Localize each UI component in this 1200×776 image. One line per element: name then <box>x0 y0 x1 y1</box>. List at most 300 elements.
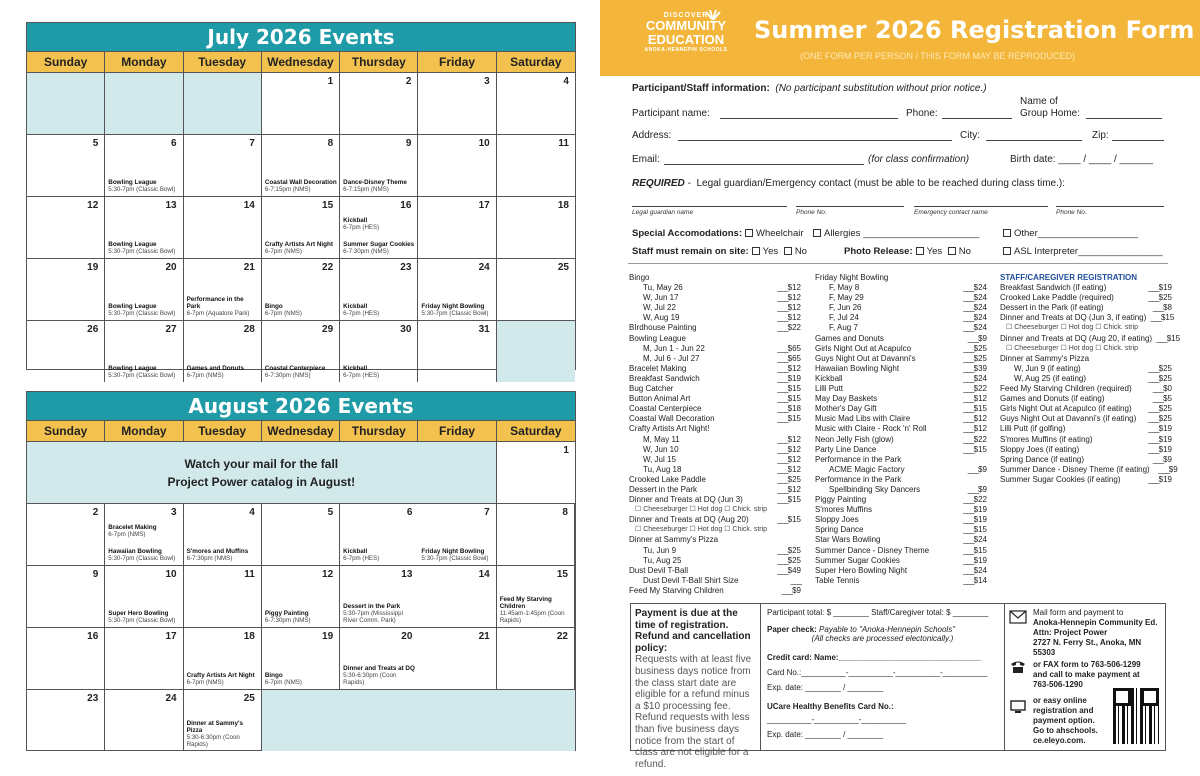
item-price[interactable]: ___ $15 <box>773 495 801 505</box>
item-price[interactable]: ___ $25 <box>1144 364 1172 374</box>
asl-checkbox[interactable] <box>1003 247 1011 255</box>
list-item <box>1000 354 1172 364</box>
item-price[interactable]: ___ $9 <box>959 334 987 344</box>
legal-guardian-field[interactable] <box>632 206 787 207</box>
calendar-event <box>265 303 337 317</box>
phone-field[interactable] <box>942 118 1012 119</box>
staff-registration-title: STAFF/CAREGIVER REGISTRATION <box>1000 273 1138 282</box>
activity-list-1 <box>629 273 801 596</box>
item-label: Dust Devil T-Ball Shirt Size <box>643 575 739 585</box>
required-contact-label: REQUIRED - Legal guardian/Emergency contact (must be able to be reached during class time.): <box>632 178 1066 189</box>
staff-registration-list <box>1000 273 1181 485</box>
item-price[interactable]: ___ $12 <box>773 465 801 475</box>
weekday-wednesday: Wednesday <box>262 52 340 72</box>
item-price[interactable]: ___ $12 <box>773 435 801 445</box>
day-number: 12 <box>87 200 99 211</box>
event-time: 6-7pm (HES) <box>343 372 380 379</box>
credit-card-name-field[interactable]: Credit card: Name:________________________________ <box>767 653 981 662</box>
item-label: Dinner at Sammy's Pizza <box>1000 353 1090 363</box>
staff-yes-checkbox[interactable] <box>752 247 760 255</box>
item-label: M, May 11 <box>643 434 680 444</box>
item-label: F, Aug 7 <box>829 323 858 333</box>
list-item[interactable] <box>815 515 987 525</box>
list-item[interactable] <box>815 384 987 394</box>
list-item[interactable] <box>1000 464 1178 475</box>
item-price[interactable]: ___ $12 <box>773 313 801 323</box>
item-price[interactable]: ___ $15 <box>773 394 801 404</box>
calendar-event <box>108 303 180 317</box>
item-price[interactable]: ___ $22 <box>773 323 801 333</box>
item-price[interactable]: ___ $15 <box>959 404 987 414</box>
day-number: 18 <box>243 631 255 642</box>
calendar-event <box>265 241 337 255</box>
day-cell <box>184 565 262 627</box>
item-price[interactable]: ___ $25 <box>959 354 987 364</box>
item-price[interactable]: ___ $19 <box>959 505 987 515</box>
item-price[interactable]: ___ $15 <box>773 515 801 525</box>
event-time: 6-7pm (NMS) <box>186 679 224 686</box>
email-label: Email: <box>632 154 660 165</box>
item-label: Neon Jelly Fish (glow) <box>815 434 894 444</box>
calendar-event <box>343 303 415 317</box>
list-item[interactable] <box>1000 303 1172 313</box>
item-label: W, Aug 19 <box>643 313 680 323</box>
weekday-friday: Friday <box>418 421 496 441</box>
item-price[interactable]: ___ $24 <box>959 566 987 576</box>
day-cell <box>184 258 262 320</box>
item-price[interactable]: ___ $22 <box>959 384 987 394</box>
list-item[interactable] <box>815 465 987 475</box>
item-price[interactable]: ___ $22 <box>959 435 987 445</box>
item-price[interactable]: ___ $12 <box>773 364 801 374</box>
item-price[interactable]: ___ $9 <box>959 485 987 495</box>
item-price[interactable]: ___ $8 <box>1144 303 1172 313</box>
day-number: 23 <box>400 262 412 273</box>
item-price[interactable]: ___ $24 <box>959 303 987 313</box>
item-label: Games and Donuts <box>815 333 884 343</box>
day-number: 3 <box>484 76 490 87</box>
list-item[interactable] <box>815 546 987 556</box>
day-number: 10 <box>478 138 490 149</box>
staff-no-checkbox[interactable] <box>784 247 792 255</box>
item-price[interactable]: ___ $15 <box>959 445 987 455</box>
emergency-contact-field[interactable] <box>914 206 1048 207</box>
day-number: 27 <box>165 324 177 335</box>
item-label: F, Jul 24 <box>829 313 859 323</box>
list-item[interactable] <box>629 455 801 465</box>
list-item[interactable] <box>1000 435 1172 445</box>
email-field[interactable] <box>664 164 864 165</box>
list-item[interactable] <box>815 394 987 404</box>
item-price[interactable]: ___ $25 <box>959 344 987 354</box>
item-label: Super Hero Bowling Night <box>815 565 908 575</box>
list-item[interactable] <box>629 435 801 445</box>
guardian-phone-field[interactable] <box>796 206 904 207</box>
item-price[interactable]: ___ $12 <box>959 394 987 404</box>
list-item[interactable] <box>629 485 801 495</box>
list-item[interactable] <box>815 323 987 333</box>
item-price[interactable]: ___ $24 <box>959 535 987 545</box>
card-number-field[interactable]: Card No.:__________-__________-__________-__________ <box>767 668 988 677</box>
address-field[interactable] <box>678 140 952 141</box>
item-price[interactable]: ___ $12 <box>773 445 801 455</box>
day-cell <box>105 320 183 382</box>
item-price[interactable]: ___ $19 <box>959 556 987 566</box>
list-item[interactable] <box>815 485 987 495</box>
july-calendar <box>26 22 576 379</box>
list-item[interactable] <box>629 576 801 586</box>
day-cell <box>262 72 340 134</box>
list-item[interactable] <box>1000 374 1172 384</box>
day-number: 2 <box>92 507 99 518</box>
list-item[interactable] <box>629 566 801 576</box>
fax-line-2: and call to make payment at <box>1033 670 1140 679</box>
list-item[interactable] <box>815 576 987 586</box>
weekday-sunday: Sunday <box>27 52 105 72</box>
mail-line-4: 2727 N. Ferry St., Anoka, MN 55303 <box>1033 638 1142 657</box>
day-cell <box>105 258 183 320</box>
item-price[interactable]: ___ $9 <box>1150 465 1178 475</box>
ucare-exp-field[interactable]: Exp. date: ________ / ________ <box>767 730 884 739</box>
day-cell <box>105 627 183 689</box>
list-item[interactable] <box>815 334 987 344</box>
event-title: Piggy Painting <box>264 610 309 617</box>
list-item[interactable] <box>629 323 801 333</box>
item-price[interactable]: ___ $25 <box>773 556 801 566</box>
list-item[interactable] <box>629 394 801 404</box>
weekday-tuesday: Tuesday <box>184 52 262 72</box>
item-price[interactable]: ___ $12 <box>773 283 801 293</box>
list-item[interactable] <box>629 374 801 384</box>
event-title: Feed My Starving Children <box>499 596 552 610</box>
item-label: Girls Night Out at Acapulco <box>815 343 912 353</box>
day-number: 28 <box>243 324 255 335</box>
item-price[interactable]: ___ $14 <box>959 576 987 586</box>
list-item[interactable] <box>629 313 801 323</box>
birth-date-field[interactable]: Birth date: ____ / ____ / ______ <box>1010 154 1153 165</box>
item-price[interactable] <box>773 576 801 586</box>
class-confirmation-note: (for class confirmation) <box>868 154 970 165</box>
list-item[interactable] <box>815 354 987 364</box>
list-item[interactable] <box>1000 313 1175 323</box>
list-item[interactable] <box>629 303 801 313</box>
day-number: 16 <box>400 200 412 211</box>
item-price[interactable]: ___ $24 <box>959 323 987 333</box>
item-label: Dinner and Treats at DQ (Aug 20, if eating) <box>1000 333 1153 343</box>
day-cell <box>340 565 418 627</box>
item-price[interactable]: ___ $25 <box>1144 404 1172 414</box>
phone-caption: Phone No. <box>796 209 827 216</box>
day-number: 10 <box>165 569 177 580</box>
totals-field[interactable]: Participant total: $ ________ Staff/Caregiver total: $ ________ <box>767 608 989 617</box>
list-item[interactable] <box>1000 384 1172 394</box>
list-item[interactable] <box>815 445 987 455</box>
day-number: 8 <box>327 138 334 149</box>
list-item[interactable] <box>629 344 801 354</box>
allergies-checkbox[interactable] <box>813 229 821 237</box>
item-price[interactable]: ___ $19 <box>959 515 987 525</box>
ucare-number-field[interactable]: __________-__________-__________ <box>767 715 906 724</box>
item-price[interactable]: ___ $15 <box>959 546 987 556</box>
list-item[interactable] <box>1000 475 1172 485</box>
list-item[interactable] <box>815 556 987 566</box>
calendar-event <box>108 365 180 379</box>
item-label: Guys Night Out at Davanni's (if eating) <box>1000 414 1137 424</box>
item-price[interactable]: ___ $15 <box>773 384 801 394</box>
calendar-event <box>421 548 493 562</box>
photo-no-checkbox[interactable] <box>948 247 956 255</box>
mail-icon <box>1009 610 1027 624</box>
participant-name-field[interactable] <box>720 118 898 119</box>
list-item[interactable] <box>629 546 801 556</box>
zip-label: Zip: <box>1092 130 1109 141</box>
community-education-logo <box>636 12 736 53</box>
staff-remain-row: Staff must remain on site: Yes No <box>632 246 807 257</box>
day-cell <box>184 134 262 196</box>
day-number: 23 <box>87 693 99 704</box>
list-item[interactable] <box>1000 445 1172 455</box>
calendar-event <box>343 365 415 379</box>
event-time: 6-7pm (NMS) <box>108 531 146 538</box>
city-label: City: <box>960 130 980 141</box>
item-label: Crooked Lake Paddle (required) <box>1000 293 1114 303</box>
list-item[interactable] <box>629 364 801 374</box>
event-title: Bingo <box>264 303 283 310</box>
item-price[interactable]: ___ $12 <box>773 303 801 313</box>
list-item[interactable] <box>629 586 801 596</box>
event-time: 6-7pm (NMS) <box>186 372 224 379</box>
event-title: Performance in the Park <box>186 296 244 310</box>
other-checkbox[interactable] <box>1003 229 1011 237</box>
item-price[interactable]: ___ $22 <box>959 495 987 505</box>
item-label: Music Mad Libs with Claire <box>815 414 911 424</box>
item-price[interactable]: ___ $25 <box>1144 293 1172 303</box>
event-time: 5:30-6:30pm (Coon Rapids) <box>186 734 240 748</box>
item-price[interactable]: ___ $9 <box>959 465 987 475</box>
list-item[interactable] <box>815 414 987 424</box>
list-item[interactable] <box>629 404 801 414</box>
list-item[interactable] <box>1000 404 1172 414</box>
item-label: Summer Dance - Disney Theme (if eating) <box>1000 464 1150 474</box>
item-price[interactable]: ___ $15 <box>773 414 801 424</box>
list-item[interactable] <box>815 303 987 313</box>
card-exp-field[interactable]: Exp. date: ________ / ________ <box>767 683 884 692</box>
day-cell <box>184 320 262 382</box>
item-label: F, May 29 <box>829 293 864 303</box>
list-item[interactable] <box>629 414 801 424</box>
photo-release-row: Photo Release: Yes No <box>844 246 971 257</box>
day-cell <box>418 258 496 320</box>
day-number: 13 <box>165 200 177 211</box>
activity-list-2 <box>815 273 987 586</box>
item-price[interactable]: ___ $24 <box>959 374 987 384</box>
item-price[interactable]: ___ $24 <box>959 283 987 293</box>
day-cell <box>418 565 496 627</box>
list-item[interactable] <box>815 505 987 515</box>
city-field[interactable] <box>986 140 1082 141</box>
item-price[interactable]: ___ $12 <box>773 455 801 465</box>
event-time: 6-7:30pm (NMS) <box>264 372 311 379</box>
qr-code-icon[interactable] <box>1113 688 1159 744</box>
item-price[interactable]: ___ $19 <box>1144 435 1172 445</box>
item-price[interactable]: ___ $0 <box>1144 384 1172 394</box>
item-price[interactable]: ___ $15 <box>1146 313 1174 323</box>
list-item[interactable] <box>815 435 987 445</box>
list-item[interactable] <box>629 495 801 505</box>
item-price[interactable]: ___ $65 <box>773 354 801 364</box>
item-price[interactable]: ___ $19 <box>773 374 801 384</box>
item-price[interactable]: ___ $24 <box>959 293 987 303</box>
list-item[interactable] <box>815 364 987 374</box>
day-number: 13 <box>401 569 413 580</box>
list-item[interactable] <box>1000 414 1172 424</box>
list-item[interactable] <box>1000 283 1172 293</box>
day-cell <box>497 196 575 258</box>
event-time: 6-7pm (NMS) <box>264 679 302 686</box>
list-item <box>1000 344 1172 354</box>
list-item[interactable] <box>815 374 987 384</box>
item-label: ☐ Cheeseburger ☐ Hot dog ☐ Chick. strip <box>1006 324 1139 332</box>
day-number: 19 <box>87 262 99 273</box>
item-price[interactable]: ___ $25 <box>1144 414 1172 424</box>
empty-day-cell <box>497 320 575 382</box>
calendar-event <box>187 720 259 748</box>
list-item[interactable] <box>815 535 987 545</box>
event-title: Bracelet Making <box>108 524 157 531</box>
item-label: Friday Night Bowling <box>815 273 889 282</box>
form-title: Summer 2026 Registration Form <box>754 16 1195 44</box>
list-item[interactable] <box>629 475 801 485</box>
calendar-event <box>108 610 180 624</box>
item-price[interactable]: ___ $65 <box>773 344 801 354</box>
day-cell <box>262 134 340 196</box>
list-item[interactable] <box>815 566 987 576</box>
day-cell <box>497 134 575 196</box>
day-cell <box>418 72 496 134</box>
item-label: Lilli Putt <box>815 384 844 394</box>
empty-day-cell <box>27 72 105 134</box>
item-price[interactable]: ___ $25 <box>773 475 801 485</box>
calendar-event <box>343 548 416 562</box>
event-time: 5:30-6:30pm (Coon Rapids) <box>343 672 397 686</box>
day-number: 30 <box>400 324 412 335</box>
day-number: 8 <box>562 507 568 518</box>
item-price[interactable]: ___ $5 <box>1144 394 1172 404</box>
list-item[interactable] <box>815 283 987 293</box>
item-price[interactable]: ___ $39 <box>959 364 987 374</box>
list-item[interactable] <box>629 445 801 455</box>
item-label: Tu, Jun 9 <box>643 545 677 555</box>
day-number: 18 <box>557 200 569 211</box>
weekday-wednesday: Wednesday <box>262 421 340 441</box>
zip-field[interactable] <box>1112 140 1164 141</box>
item-price[interactable]: ___ $25 <box>773 546 801 556</box>
weekday-friday: Friday <box>418 52 496 72</box>
list-item[interactable] <box>815 404 987 414</box>
item-price[interactable]: ___ $19 <box>1144 475 1172 485</box>
list-item[interactable] <box>1000 424 1172 434</box>
list-item[interactable] <box>815 344 987 354</box>
list-item[interactable] <box>1000 293 1172 303</box>
group-home-field[interactable] <box>1086 118 1162 119</box>
day-number: 29 <box>322 324 334 335</box>
item-price[interactable]: ___ $15 <box>1152 334 1180 344</box>
day-number: 17 <box>165 631 177 642</box>
item-label: Performance in the Park <box>815 454 902 464</box>
list-item[interactable] <box>629 384 801 394</box>
list-item[interactable] <box>815 313 987 323</box>
wheelchair-checkbox[interactable] <box>745 229 753 237</box>
form-divider <box>628 263 1168 264</box>
august-calendar <box>26 391 576 751</box>
item-label: Mother's Day Gift <box>815 404 877 414</box>
item-price[interactable]: ___ $15 <box>959 525 987 535</box>
list-item[interactable] <box>815 424 987 434</box>
list-item[interactable] <box>1000 364 1172 374</box>
list-item[interactable] <box>629 283 801 293</box>
calendar-event <box>343 603 416 624</box>
event-time: 6-7:15pm (NMS) <box>264 186 311 193</box>
august-grid <box>27 441 575 751</box>
list-item[interactable] <box>1000 455 1172 465</box>
item-price[interactable]: ___ $9 <box>773 586 801 596</box>
mail-line-3: Attn: Project Power <box>1033 628 1108 637</box>
item-price[interactable]: ___ $12 <box>959 424 987 434</box>
day-number: 11 <box>558 138 569 149</box>
item-price[interactable]: ___ $18 <box>773 404 801 414</box>
event-title: S'mores and Muffins <box>186 548 249 555</box>
list-item[interactable] <box>815 293 987 303</box>
list-item[interactable] <box>629 293 801 303</box>
web-line-4: Go to ahschools. <box>1033 726 1098 735</box>
item-label: W, Jul 15 <box>643 454 676 464</box>
web-line-5[interactable]: ce.eleyo.com. <box>1033 736 1086 745</box>
item-price[interactable]: ___ $25 <box>1144 374 1172 384</box>
list-item[interactable] <box>629 354 801 364</box>
logo-discover: DISCOVER <box>663 12 709 19</box>
notice-line-2: Project Power catalog in August! <box>167 474 356 489</box>
allergies-row: Allergies ______________________ <box>810 228 979 239</box>
item-label: Performance in the Park <box>815 474 902 484</box>
item-price[interactable]: ___ $19 <box>1144 283 1172 293</box>
item-price[interactable]: ___ $9 <box>1144 455 1172 465</box>
event-title: Kickball <box>343 217 368 224</box>
item-price[interactable]: ___ $12 <box>773 485 801 495</box>
item-price[interactable]: ___ $19 <box>1144 424 1172 434</box>
list-item[interactable] <box>629 515 801 525</box>
day-number: 5 <box>327 507 334 518</box>
item-price[interactable]: ___ $12 <box>773 293 801 303</box>
day-number: 22 <box>322 262 334 273</box>
photo-yes-checkbox[interactable] <box>916 247 924 255</box>
list-item[interactable] <box>815 495 987 505</box>
emergency-phone-field[interactable] <box>1056 206 1164 207</box>
day-number: 14 <box>478 569 490 580</box>
item-price[interactable]: ___ $24 <box>959 313 987 323</box>
item-price[interactable]: ___ $19 <box>1144 445 1172 455</box>
list-item[interactable] <box>1000 394 1172 404</box>
list-item[interactable] <box>1000 333 1181 344</box>
item-price[interactable]: ___ $49 <box>773 566 801 576</box>
item-price[interactable]: ___ $12 <box>959 414 987 424</box>
list-item[interactable] <box>815 525 987 535</box>
list-item[interactable] <box>629 556 801 566</box>
day-number: 12 <box>322 569 334 580</box>
item-label: Spring Dance <box>815 525 864 535</box>
item-label: Dust Devil T-Ball <box>629 565 688 575</box>
day-cell <box>262 627 340 689</box>
list-item[interactable] <box>629 465 801 475</box>
